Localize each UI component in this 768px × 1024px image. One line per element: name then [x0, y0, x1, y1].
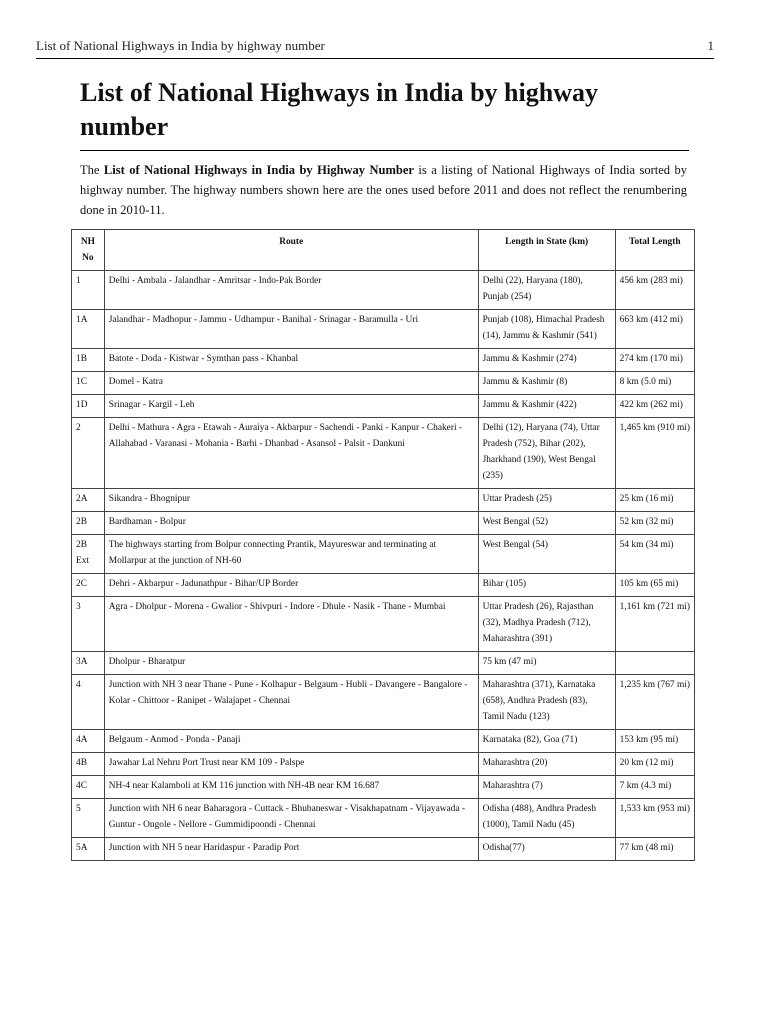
table-row [72, 489, 695, 512]
cell-total: 54 km (34 mi) [615, 535, 694, 574]
cell-route: The highways starting from Bolpur connecting Prantik, Mayureswar and terminating at Mollarpur at the junction of NH-60 [104, 535, 478, 574]
cell-state: Bihar (105) [478, 574, 615, 597]
cell-total [615, 652, 694, 675]
cell-state: West Bengal (52) [478, 512, 615, 535]
cell-state: Uttar Pradesh (25) [478, 489, 615, 512]
cell-nh: 4B [72, 753, 105, 776]
cell-total: 52 km (32 mi) [615, 512, 694, 535]
intro-lead: The [80, 163, 104, 177]
cell-total: 7 km (4.3 mi) [615, 776, 694, 799]
cell-state: Maharashtra (7) [478, 776, 615, 799]
cell-state: Karnataka (82), Goa (71) [478, 730, 615, 753]
table-row [72, 652, 695, 675]
header-total-length: Total Length [615, 230, 694, 271]
table-row [72, 512, 695, 535]
cell-total: 77 km (48 mi) [615, 838, 694, 861]
table-row [72, 349, 695, 372]
page-number: 1 [707, 38, 714, 53]
cell-route: Agra - Dholpur - Morena - Gwalior - Shivpuri - Indore - Dhule - Nasik - Thane - Mumbai [104, 597, 478, 652]
cell-route: Junction with NH 6 near Baharagora - Cuttack - Bhubaneswar - Visakhapatnam - Vijayawada - Guntur - Ongole - Nellore - Gummidipoondi - Chennai [104, 799, 478, 838]
cell-nh: 1D [72, 395, 105, 418]
cell-state: Delhi (22), Haryana (180), Punjab (254) [478, 271, 615, 310]
cell-total: 8 km (5.0 mi) [615, 372, 694, 395]
cell-nh: 1 [72, 271, 105, 310]
cell-route: NH-4 near Kalamboli at KM 116 junction with NH-4B near KM 16.687 [104, 776, 478, 799]
intro-bold: List of National Highways in India by Highway Number [103, 163, 414, 177]
cell-total: 1,235 km (767 mi) [615, 675, 694, 730]
cell-route: Delhi - Ambala - Jalandhar - Amritsar - Indo-Pak Border [104, 271, 478, 310]
cell-state: 75 km (47 mi) [478, 652, 615, 675]
cell-total: 456 km (283 mi) [615, 271, 694, 310]
cell-route: Batote - Doda - Kistwar - Symthan pass - Khanbal [104, 349, 478, 372]
cell-total: 663 km (412 mi) [615, 310, 694, 349]
running-header [36, 38, 714, 54]
cell-total: 422 km (262 mi) [615, 395, 694, 418]
table-row [72, 838, 695, 861]
table-row [72, 574, 695, 597]
cell-route: Jawahar Lal Nehru Port Trust near KM 109 - Palspe [104, 753, 478, 776]
intro-paragraph [80, 160, 687, 220]
cell-state: Odisha (488), Andhra Pradesh (1000), Tamil Nadu (45) [478, 799, 615, 838]
cell-state: Jammu & Kashmir (422) [478, 395, 615, 418]
cell-total: 1,533 km (953 mi) [615, 799, 694, 838]
cell-state: Maharashtra (20) [478, 753, 615, 776]
cell-nh: 3A [72, 652, 105, 675]
table-header-row [72, 230, 695, 271]
table-row [72, 395, 695, 418]
cell-state: Maharashtra (371), Karnataka (658), Andhra Pradesh (83), Tamil Nadu (123) [478, 675, 615, 730]
table-row [72, 597, 695, 652]
cell-route: Delhi - Mathura - Agra - Etawah - Auraiya - Akbarpur - Sachendi - Panki - Kanpur - Chakeri - Allahabad - Varanasi - Mohania - Barhi - Dhanbad - Asansol - Palsit - Dankuni [104, 418, 478, 489]
cell-nh: 4 [72, 675, 105, 730]
cell-route: Bardhaman - Bolpur [104, 512, 478, 535]
cell-nh: 1A [72, 310, 105, 349]
table-row [72, 418, 695, 489]
table-row [72, 535, 695, 574]
cell-state: Delhi (12), Haryana (74), Uttar Pradesh (752), Bihar (202), Jharkhand (190), West Bengal (235) [478, 418, 615, 489]
header-nh-no: NH No [72, 230, 105, 271]
header-route: Route [104, 230, 478, 271]
cell-route: Belgaum - Anmod - Ponda - Panaji [104, 730, 478, 753]
cell-state: Jammu & Kashmir (8) [478, 372, 615, 395]
cell-nh: 2C [72, 574, 105, 597]
table-row [72, 310, 695, 349]
header-length-in-state: Length in State (km) [478, 230, 615, 271]
cell-nh: 4A [72, 730, 105, 753]
cell-state: Jammu & Kashmir (274) [478, 349, 615, 372]
cell-nh: 2B [72, 512, 105, 535]
cell-nh: 2 [72, 418, 105, 489]
table-row [72, 271, 695, 310]
cell-total: 25 km (16 mi) [615, 489, 694, 512]
cell-nh: 2B Ext [72, 535, 105, 574]
cell-state: Odisha(77) [478, 838, 615, 861]
cell-nh: 5A [72, 838, 105, 861]
cell-route: Junction with NH 5 near Haridaspur - Paradip Port [104, 838, 478, 861]
cell-nh: 2A [72, 489, 105, 512]
intro-rest: is a listing of National Highways of India sorted by highway number. The highway numbers shown here are the ones used before 2011 and does not reflect the renumbering done in 2010-11. [80, 163, 688, 217]
cell-nh: 4C [72, 776, 105, 799]
cell-state: West Bengal (54) [478, 535, 615, 574]
cell-route: Jalandhar - Madhopur - Jammu - Udhampur - Banihal - Srinagar - Baramulla - Uri [104, 310, 478, 349]
cell-state: Uttar Pradesh (26), Rajasthan (32), Madhya Pradesh (712), Maharashtra (391) [478, 597, 615, 652]
cell-route: Junction with NH 3 near Thane - Pune - Kolhapur - Belgaum - Hubli - Davangere - Bangalore - Kolar - Chittoor - Ranipet - Walajapet - Chennai [104, 675, 478, 730]
cell-total: 1,161 km (721 mi) [615, 597, 694, 652]
cell-total: 105 km (65 mi) [615, 574, 694, 597]
table-row [72, 799, 695, 838]
cell-total: 1,465 km (910 mi) [615, 418, 694, 489]
running-header-title: List of National Highways in India by highway number [36, 38, 325, 53]
cell-nh: 5 [72, 799, 105, 838]
cell-route: Domel - Katra [104, 372, 478, 395]
page-title: List of National Highways in India by highway number [80, 78, 598, 141]
cell-route: Srinagar - Kargil - Leh [104, 395, 478, 418]
cell-route: Dehri - Akbarpur - Jadunathpur - Bihar/UP Border [104, 574, 478, 597]
cell-nh: 3 [72, 597, 105, 652]
table-row [72, 730, 695, 753]
table-row [72, 776, 695, 799]
header-divider [36, 58, 714, 59]
table-row [72, 675, 695, 730]
cell-total: 274 km (170 mi) [615, 349, 694, 372]
cell-nh: 1B [72, 349, 105, 372]
cell-nh: 1C [72, 372, 105, 395]
highways-table [71, 229, 695, 861]
cell-total: 20 km (12 mi) [615, 753, 694, 776]
cell-state: Punjab (108), Himachal Pradesh (14), Jammu & Kashmir (541) [478, 310, 615, 349]
cell-route: Dholpur - Bharatpur [104, 652, 478, 675]
cell-route: Sikandra - Bhognipur [104, 489, 478, 512]
title-divider [80, 150, 689, 151]
table-row [72, 372, 695, 395]
table-row [72, 753, 695, 776]
cell-total: 153 km (95 mi) [615, 730, 694, 753]
